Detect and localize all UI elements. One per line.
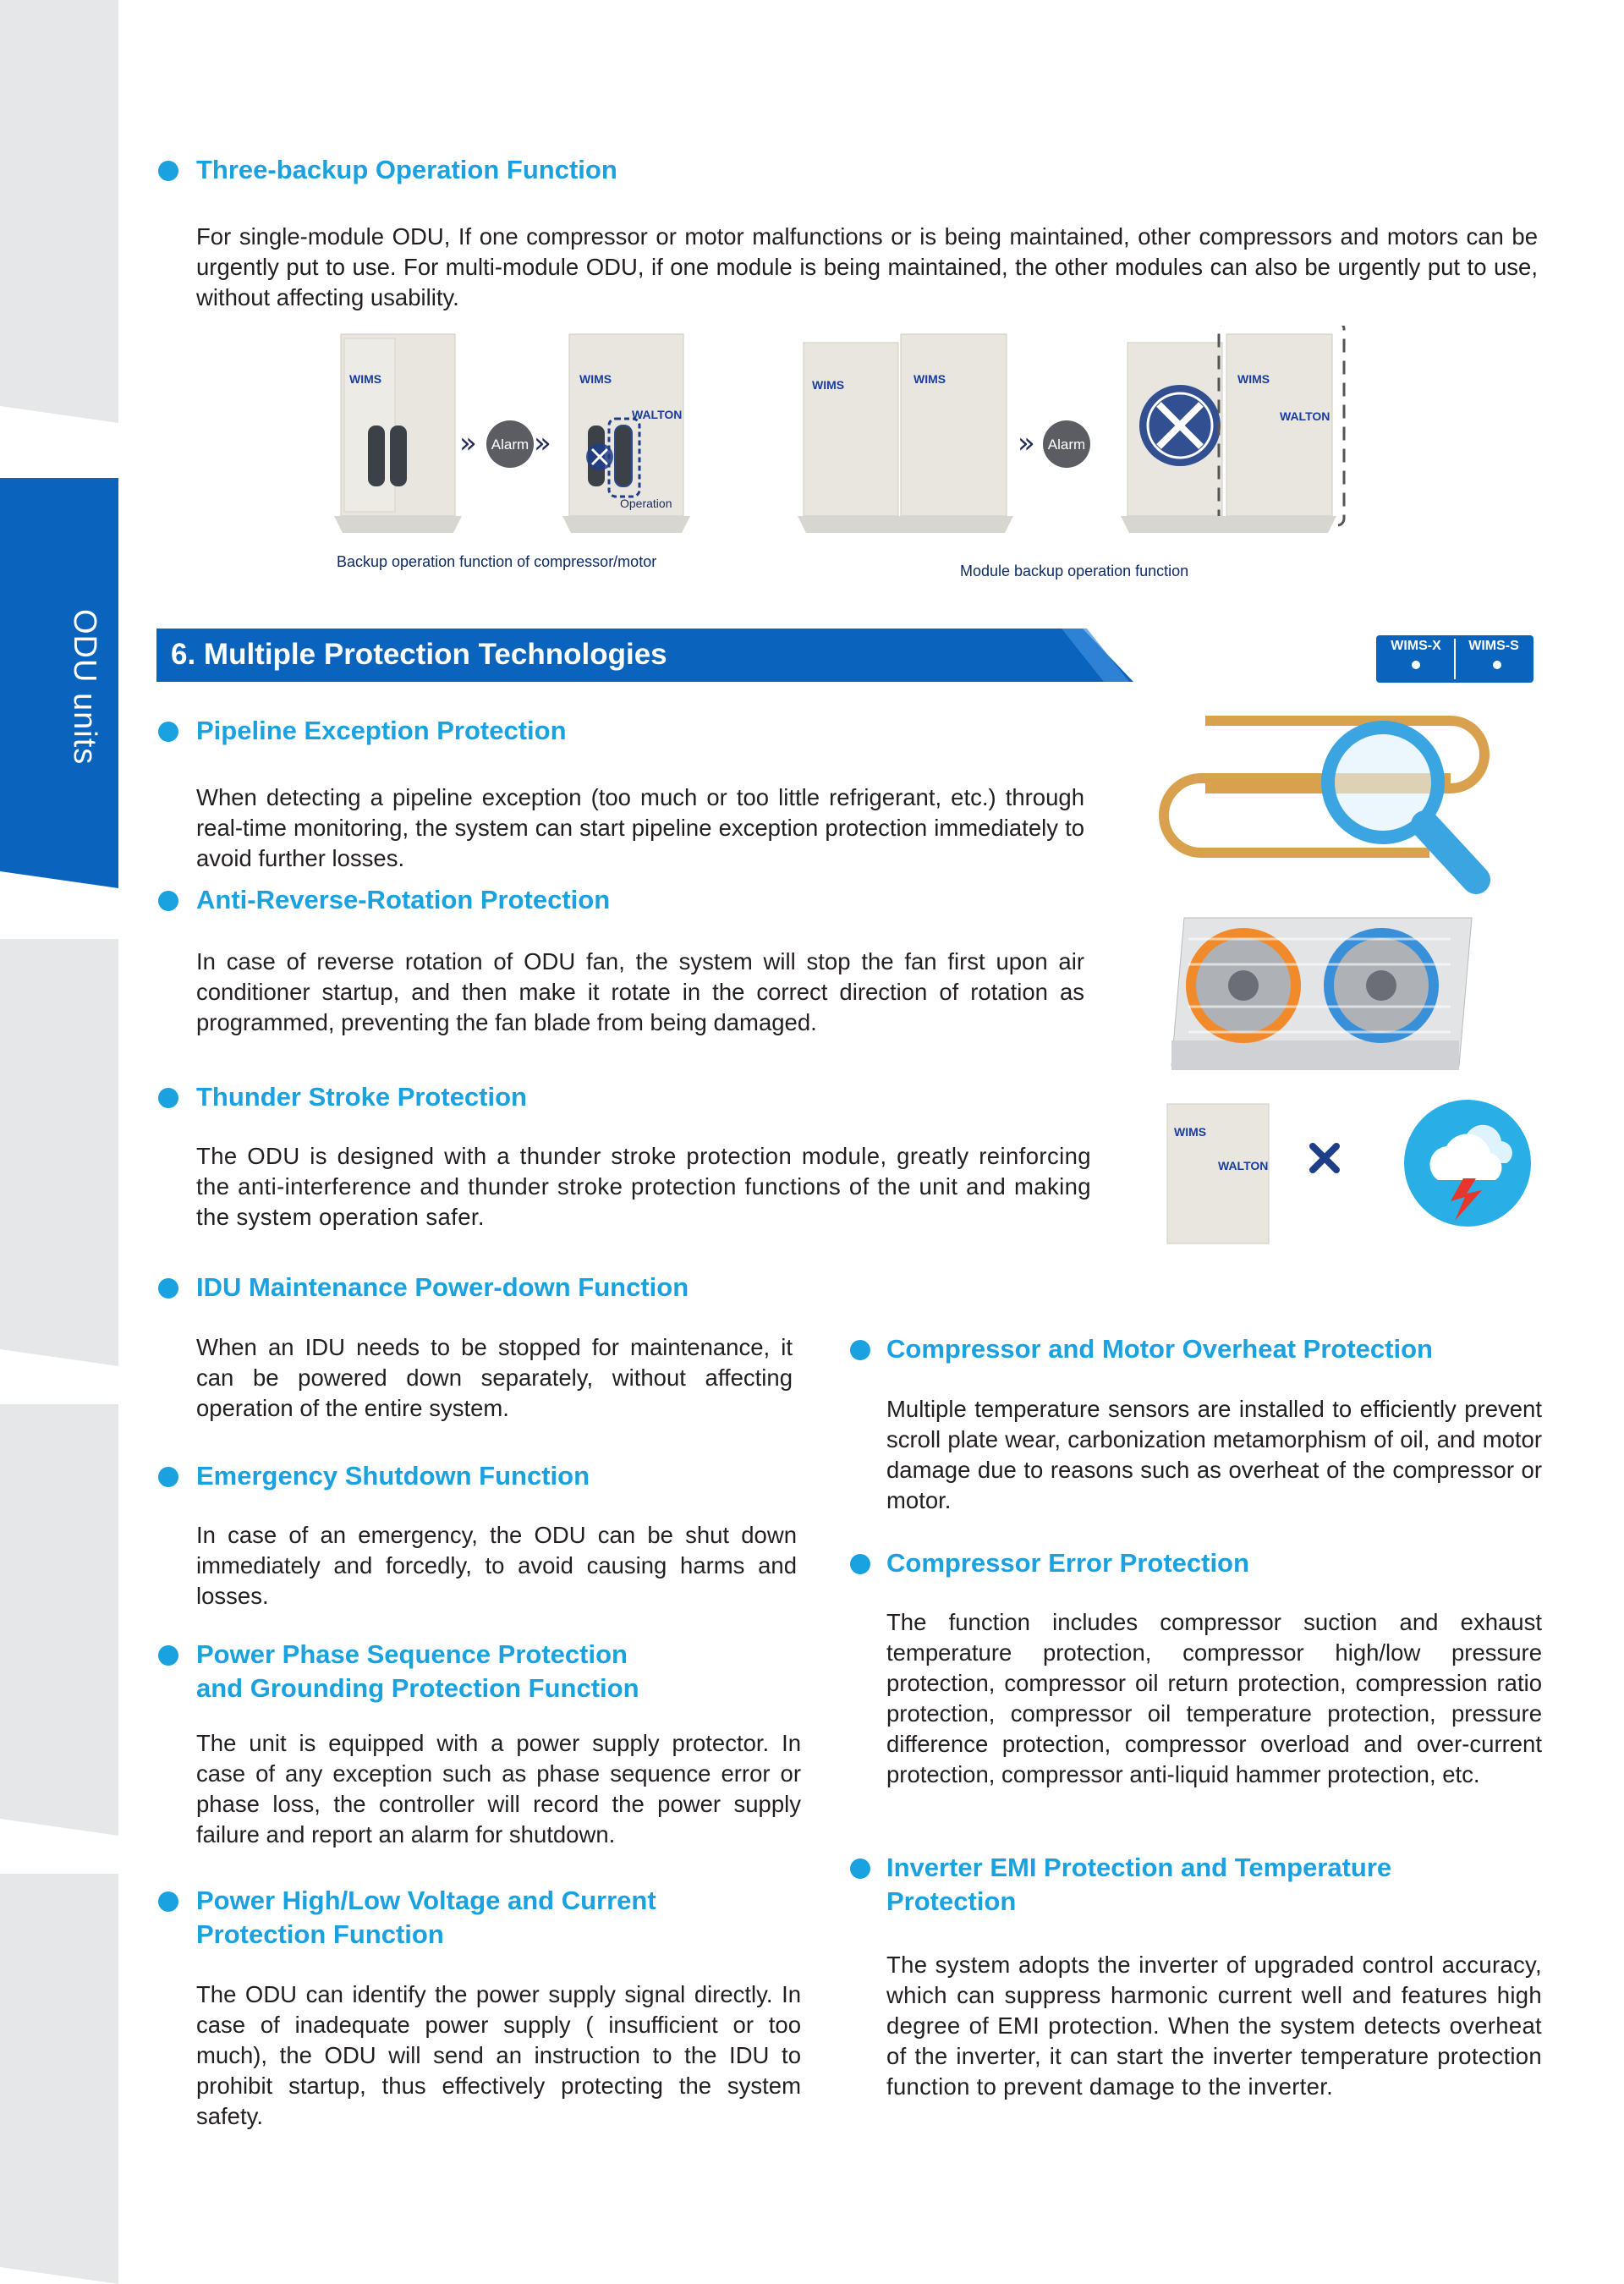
voltage-heading-line2: Protection Function — [196, 1919, 444, 1949]
model-badge — [1376, 635, 1533, 683]
bullet-icon — [158, 1467, 178, 1487]
svg-text:WIMS: WIMS — [812, 378, 845, 392]
comp-error-heading: Compressor Error Protection — [886, 1548, 1249, 1578]
cross-icon — [1313, 1146, 1336, 1170]
side-tab-4[interactable] — [0, 1404, 118, 1836]
section-title: 6. Multiple Protection Technologies — [171, 638, 667, 671]
bullet-icon — [158, 1278, 178, 1298]
comp-error-body: The function includes compressor suction and exhaust temperature protection, compressor high/low pressure protection, compressor oil return protection, compression ratio protection, compressor oil temperature protection, pressure difference protection, compressor overload and over-current protection, compressor anti-liquid hammer protection, etc. — [886, 1609, 1542, 1787]
three-backup-body: For single-module ODU, If one compressor or motor malfunctions or is being maintained, other compressors and motors can be urgently put to use. For multi-module ODU, if one module is being maintained, the other modules can also be urgently put to use, without affecting usability. — [196, 223, 1538, 310]
alarm-icon — [459, 420, 551, 468]
svg-text:WALTON: WALTON — [632, 408, 683, 421]
badge-right-label: WIMS-S — [1468, 639, 1519, 653]
svg-text:WIMS: WIMS — [1174, 1125, 1207, 1139]
pipeline-heading: Pipeline Exception Protection — [196, 716, 567, 745]
bullet-icon — [158, 161, 178, 181]
emergency-body: In case of an emergency, the ODU can be shut down immediately and forcedly, to avoid causing harms and losses. — [196, 1522, 797, 1609]
svg-text:Alarm: Alarm — [1047, 436, 1086, 453]
bullet-icon — [850, 1554, 870, 1574]
three-backup-heading: Three-backup Operation Function — [196, 155, 617, 184]
anti-reverse-heading: Anti-Reverse-Rotation Protection — [196, 885, 611, 914]
badge-left-label: WIMS-X — [1391, 639, 1441, 653]
emergency-heading: Emergency Shutdown Function — [196, 1461, 590, 1491]
cloud-lightning-icon — [1404, 1100, 1531, 1227]
svg-text:WIMS: WIMS — [1237, 372, 1270, 386]
thunder-heading: Thunder Stroke Protection — [196, 1082, 527, 1112]
svg-text:WIMS: WIMS — [914, 372, 946, 386]
odu-multi-module-backup — [1121, 326, 1344, 533]
fan-icon — [1163, 914, 1484, 1074]
side-tab-strip — [0, 0, 118, 2284]
side-tab-5[interactable] — [0, 1874, 118, 2284]
voltage-heading-line1: Power High/Low Voltage and Current — [196, 1886, 656, 1915]
badge-left-bullet — [1412, 661, 1420, 669]
search-icon — [1150, 711, 1531, 905]
svg-text:»: » — [1018, 426, 1035, 460]
phase-heading-line1: Power Phase Sequence Protection — [196, 1639, 628, 1669]
fig-right-caption: Module backup operation function — [960, 563, 1189, 579]
bullet-icon — [158, 1891, 178, 1912]
backup-operation-figure — [334, 326, 1383, 554]
side-tab-1[interactable] — [0, 0, 118, 423]
thunder-figure — [1159, 1095, 1548, 1256]
odu-multi-module — [798, 334, 1013, 533]
badge-right-bullet — [1493, 661, 1501, 669]
side-tab-3[interactable] — [0, 939, 118, 1366]
svg-text:WIMS: WIMS — [349, 372, 382, 386]
svg-text:»: » — [459, 426, 477, 460]
bullet-icon — [158, 891, 178, 911]
voltage-body: The ODU can identify the power supply signal directly. In case of inadequate power supply ( insufficient or too much), the ODU will send an instruction to the IDU to prohibit startup, thus effectively protecting the system safety. — [196, 1981, 801, 2129]
idu-maintenance-body: When an IDU needs to be stopped for maintenance, it can be powered down separately, without affecting operation of the entire system. — [196, 1334, 793, 1421]
svg-text:Alarm: Alarm — [491, 436, 529, 453]
inverter-heading-line1: Inverter EMI Protection and Temperature — [886, 1853, 1392, 1882]
odu-unit-left-backup — [562, 334, 690, 533]
side-tab-label: ODU units — [67, 609, 102, 766]
thunder-body: The ODU is designed with a thunder stroke protection module, greatly reinforcing the anti-interference and thunder stroke protection functions of the unit and making the system operation safer. — [196, 1143, 1091, 1230]
svg-text:WALTON: WALTON — [1218, 1159, 1269, 1172]
overheat-body: Multiple temperature sensors are installed to efficiently prevent scroll plate wear, carbonization metamorphism of oil, and motor damage due to reasons such as overheat of the compressor or motor. — [886, 1396, 1542, 1513]
phase-body: The unit is equipped with a power supply protector. In case of any exception such as phase sequence error or phase loss, the controller will record the power supply failure and report an alarm for shutdown. — [196, 1730, 801, 1848]
bullet-icon — [158, 722, 178, 742]
overheat-heading: Compressor and Motor Overheat Protection — [886, 1334, 1433, 1364]
bullet-icon — [158, 1088, 178, 1108]
alarm-icon — [1018, 420, 1090, 468]
svg-text:Operation: Operation — [620, 497, 672, 510]
bullet-icon — [158, 1645, 178, 1666]
bullet-icon — [850, 1340, 870, 1360]
odu-unit-left — [334, 334, 462, 533]
pipeline-body: When detecting a pipeline exception (too much or too little refrigerant, etc.) through real-time monitoring, the system can start pipeline exception protection immediately to avoid further losses. — [196, 784, 1084, 871]
svg-text:WIMS: WIMS — [579, 372, 612, 386]
inverter-heading-line2: Protection — [886, 1886, 1017, 1916]
phase-heading-line2: and Grounding Protection Function — [196, 1673, 639, 1703]
idu-maintenance-heading: IDU Maintenance Power-down Function — [196, 1272, 689, 1302]
bullet-icon — [850, 1858, 870, 1879]
svg-text:»: » — [534, 426, 551, 460]
anti-reverse-body: In case of reverse rotation of ODU fan, the system will stop the fan first upon air conditioner startup, and then make it rotate in the correct direction of rotation as programmed, preventing the fan blade from being damaged. — [196, 948, 1084, 1035]
fig-left-caption: Backup operation function of compressor/motor — [337, 553, 657, 570]
inverter-body: The system adopts the inverter of upgraded control accuracy, which can suppress harmonic current well and features high degree of EMI protection. When the system detects overheat of the inverter, it can start the inverter temperature protection function to prevent damage to the inverter. — [886, 1952, 1542, 2100]
svg-text:WALTON: WALTON — [1280, 409, 1330, 423]
